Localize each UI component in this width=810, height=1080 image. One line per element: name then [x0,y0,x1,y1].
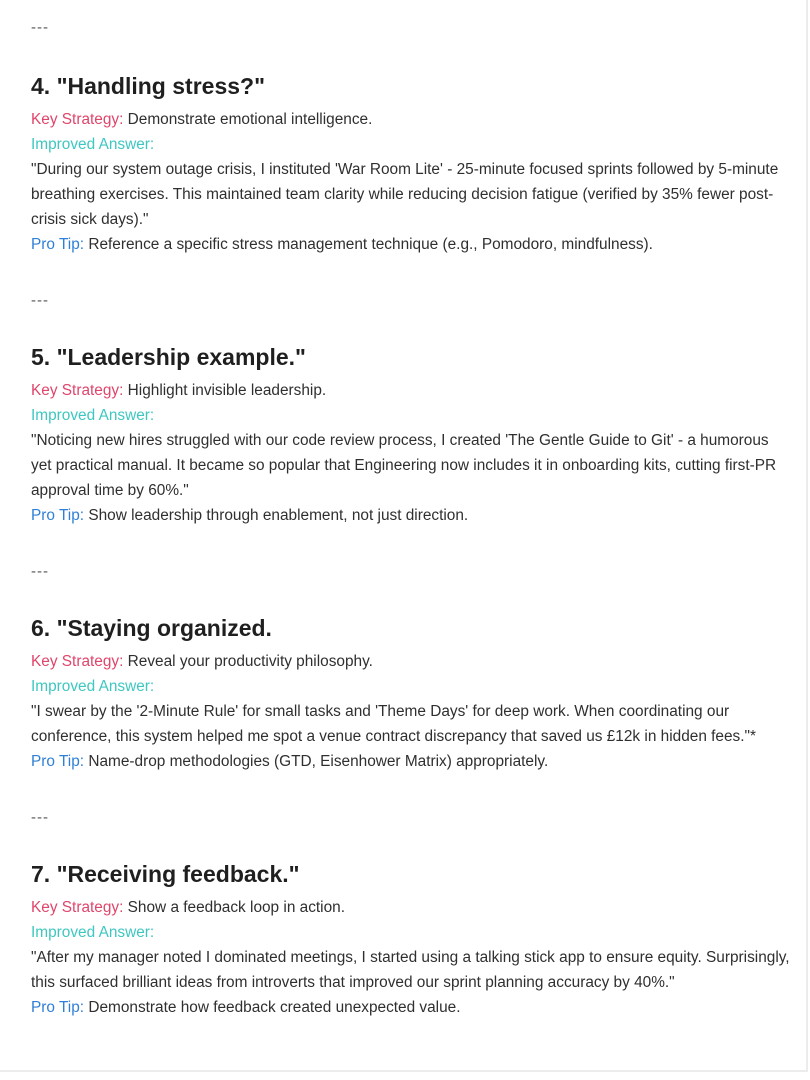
section-divider: --- [31,19,49,36]
section-divider: --- [31,563,49,580]
question-section-4 [31,72,791,257]
question-section-6 [31,614,791,774]
question-section-5 [31,343,791,528]
key-strategy-label: Key Strategy: [31,653,124,670]
improved-answer-label: Improved Answer: [31,678,155,695]
question-section-7 [31,860,791,1020]
pro-tip-line [31,995,791,1020]
section-divider: --- [31,292,49,309]
question-title: 5. "Leadership example." [31,344,306,370]
pro-tip-line [31,749,791,774]
pro-tip-text: Reference a specific stress management technique (e.g., Pomodoro, mindfulness). [88,236,653,253]
section-divider: --- [31,809,49,826]
pro-tip-text: Show leadership through enablement, not just direction. [88,507,469,524]
pro-tip-text: Demonstrate how feedback created unexpected value. [88,999,461,1016]
pro-tip-label: Pro Tip: [31,999,85,1016]
pro-tip-text: Name-drop methodologies (GTD, Eisenhower Matrix) appropriately. [88,753,549,770]
pro-tip-label: Pro Tip: [31,236,85,253]
pro-tip-label: Pro Tip: [31,507,85,524]
key-strategy-text: Reveal your productivity philosophy. [127,653,373,670]
question-title: 6. "Staying organized. [31,615,272,641]
pro-tip-label: Pro Tip: [31,753,85,770]
improved-answer-text: "After my manager noted I dominated meetings, I started using a talking stick app to ensure equity. Surprisingly, this surfaced brilliant ideas from introverts that improved our sprint planning accuracy by 40%." [31,949,790,991]
key-strategy-line [31,895,791,920]
improved-answer-label: Improved Answer: [31,407,155,424]
key-strategy-line [31,649,791,674]
key-strategy-line [31,378,791,403]
improved-answer-label: Improved Answer: [31,924,155,941]
key-strategy-label: Key Strategy: [31,111,124,128]
key-strategy-text: Highlight invisible leadership. [127,382,327,399]
question-title: 4. "Handling stress?" [31,73,265,99]
pro-tip-line [31,232,791,257]
improved-answer-label: Improved Answer: [31,136,155,153]
document-content [31,14,791,1050]
key-strategy-line [31,107,791,132]
key-strategy-label: Key Strategy: [31,899,124,916]
pro-tip-line [31,503,791,528]
question-title: 7. "Receiving feedback." [31,861,300,887]
key-strategy-text: Show a feedback loop in action. [127,899,345,916]
improved-answer-text: "During our system outage crisis, I instituted 'War Room Lite' - 25-minute focused sprints followed by 5-minute breathing exercises. This maintained team clarity while reducing decision fatigue (verified by 35% fewer post-crisis sick days)." [31,161,779,228]
key-strategy-label: Key Strategy: [31,382,124,399]
improved-answer-text: "Noticing new hires struggled with our code review process, I created 'The Gentle Guide to Git' - a humorous yet practical manual. It became so popular that Engineering now includes it in onboarding kits, cutting first-PR approval time by 60%." [31,432,777,499]
improved-answer-text: "I swear by the '2-Minute Rule' for small tasks and 'Theme Days' for deep work. When coordinating our conference, this system helped me spot a venue contract discrepancy that saved us £12k in hidden fees."* [31,703,756,745]
key-strategy-text: Demonstrate emotional intelligence. [127,111,373,128]
